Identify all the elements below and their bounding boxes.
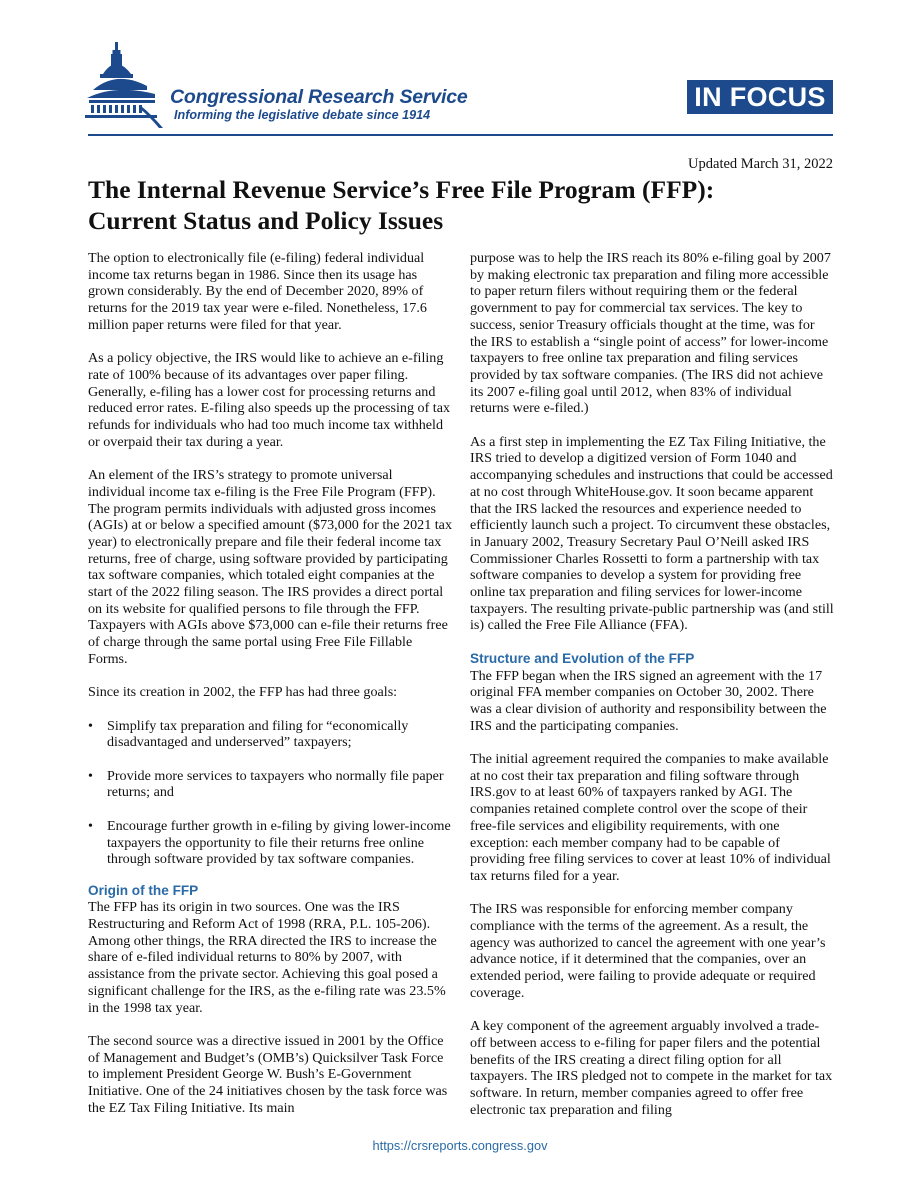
bullet-icon: • <box>88 817 93 834</box>
bullet-icon: • <box>88 767 93 784</box>
list-item-text: Simplify tax preparation and filing for “economically disadvantaged and underserved” taxpayers; <box>107 717 409 751</box>
right-column <box>470 250 834 1135</box>
page-title <box>88 174 848 236</box>
list-item <box>88 818 452 868</box>
footer-link[interactable]: https://crsreports.congress.gov <box>372 1138 548 1153</box>
left-column <box>88 250 452 1133</box>
bullet-icon: • <box>88 717 93 734</box>
paragraph: An element of the IRS’s strategy to promote universal individual income tax e-filing is the Free File Program (FFP). The program permits individuals with adjusted gross incomes (AGIs) at or below a specified amount ($73,000 for the 2021 tax year) to electronically prepare and file their federal income tax returns, free of charge, using software provided by participating tax software companies, which totaled eight companies at the start of the 2022 filing season. The IRS provides a direct portal on its website for qualified persons to file through the FFP. Taxpayers with AGIs above $73,000 can e-file their returns free of charge through the same portal using Free File Fillable Forms. <box>88 467 452 667</box>
list-item <box>88 768 452 801</box>
list-item-text: Encourage further growth in e-filing by giving lower-income taxpayers the opportunity to file their returns free online through software provided by tax software companies. <box>107 817 451 868</box>
org-name: Congressional Research Service <box>170 86 468 108</box>
paragraph: Since its creation in 2002, the FFP has had three goals: <box>88 684 398 701</box>
paragraph: The second source was a directive issued in 2001 by the Office of Management and Budget’s (OMB’s) Quicksilver Task Force to implement President George W. Bush’s E-Government Initiative. One of the 24 initiatives chosen by the task force was the EZ Tax Filing Initiative. Its main <box>88 1032 448 1116</box>
org-tagline: Informing the legislative debate since 1914 <box>174 108 431 122</box>
paragraph: The IRS was responsible for enforcing member company compliance with the terms of the agreement. As a result, the agency was authorized to cancel the agreement with one year’s advance notice, if it determined that the companies, over an extended period, were failing to provide adequate or required coverage. <box>470 901 826 1001</box>
paragraph: As a policy objective, the IRS would like to achieve an e-filing rate of 100% because of its advantages over paper filing. Generally, e-filing has a lower cost for processing returns and reduced error rates. E-filing also speeds up the processing of tax refunds for individuals who had too much income tax withheld or overpaid their tax during a year. <box>88 350 451 450</box>
paragraph: The option to electronically file (e-filing) federal individual income tax returns began in 1986. Since then its usage has grown considerably. By the end of December 2020, 89% of returns for the 2019 tax year were e-filed. Nonetheless, 17.6 million paper returns were filed for that year. <box>88 250 427 333</box>
in-focus-badge: IN FOCUS <box>687 80 833 114</box>
title-line-1: The Internal Revenue Service’s Free File Program (FFP): <box>88 175 715 204</box>
capitol-dome-logo <box>85 40 167 128</box>
header-divider <box>88 134 833 136</box>
updated-date: Updated March 31, 2022 <box>688 156 833 172</box>
goals-list <box>88 718 452 868</box>
paragraph: The FFP began when the IRS signed an agreement with the 17 original FFA member companies on October 30, 2002. There was a clear division of authority and responsibility between the IRS and the participating companies. <box>470 667 827 734</box>
paragraph: A key component of the agreement arguably involved a trade-off between access to e-filing for paper filers and the potential benefits of the IRS creating a direct filing option for all taxpayers. The IRS pledged not to compete in the market for tax software. In return, member companies agreed to offer free electronic tax preparation and filing <box>470 1018 833 1118</box>
paragraph: The initial agreement required the companies to make available at no cost their tax preparation and filing software through IRS.gov to at least 60% of taxpayers ranked by AGI. The companies retained complete control over the scope of their free-file services and eligibility requirements, with one exception: each member company had to be capable of providing free filing services to cover at least 10% of individual tax returns filed for a year. <box>470 751 831 884</box>
section-heading-structure: Structure and Evolution of the FFP <box>470 650 695 666</box>
list-item-text: Provide more services to taxpayers who normally file paper returns; and <box>107 767 444 801</box>
paragraph: The FFP has its origin in two sources. One was the IRS Restructuring and Reform Act of 1998 (RRA, P.L. 105-206). Among other things, the RRA directed the IRS to increase the share of e-filed individual returns to 80% by 2007, with assistance from the private sector. Achieving this goal posed a significant challenge for the IRS, as the e-filing rate was 23.5% in the 1998 tax year. <box>88 899 446 1016</box>
title-line-2: Current Status and Policy Issues <box>88 206 444 235</box>
list-item <box>88 718 452 751</box>
section-heading-origin: Origin of the FFP <box>88 882 199 898</box>
paragraph: purpose was to help the IRS reach its 80% e-filing goal by 2007 by making electronic tax preparation and filing more accessible to paper return filers without requiring them or the federal government to pay for commercial tax services. The key to success, senior Treasury officials thought at the time, was for the IRS to establish a “single point of access” for lower-income taxpayers to free online tax preparation and filing services provided by tax software companies. (The IRS did not achieve its 2007 e-filing goal until 2012, when 83% of individual returns were e-filed.) <box>470 250 831 417</box>
paragraph: As a first step in implementing the EZ Tax Filing Initiative, the IRS tried to develop a digitized version of Form 1040 and accompanying schedules and instructions that could be accessed at no cost through WhiteHouse.gov. It soon became apparent that the IRS lacked the resources and experience needed to efficiently launch such a project. To circumvent these obstacles, in January 2002, Treasury Secretary Paul O’Neill asked IRS Commissioner Charles Rossetti to form a partnership with tax software companies to develop a system for providing free online tax preparation and filing services for lower-income taxpayers. The resulting private-public partnership was (and still is) called the Free File Alliance (FFA). <box>470 433 834 634</box>
